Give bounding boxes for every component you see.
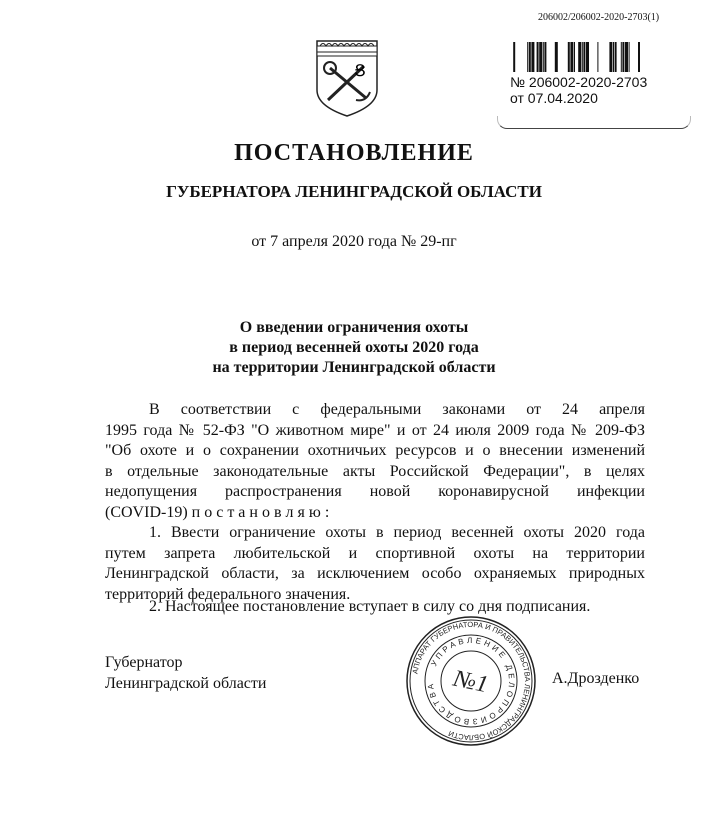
text-line: (COVID-19) п о с т а н о в л я ю : [105, 503, 330, 521]
preamble-paragraph [105, 400, 645, 523]
document-date: от 7 апреля 2020 года № 29-пг [251, 233, 457, 250]
heading-line: на территории Ленинградской области [212, 359, 496, 376]
signatory-position-line: Ленинградской области [105, 674, 267, 692]
text-line: "Об охоте и о сохранении охотничьих ресурсов и о внесении изменений [105, 442, 645, 459]
text-line: В соответствии с федеральными законами от 24 апреля [149, 401, 645, 418]
barcode-bar [513, 42, 515, 72]
svg-text:АППАРАТ ГУБЕРНАТОРА И ПРАВИТЕЛ: АППАРАТ ГУБЕРНАТОРА И ПРАВИТЕЛЬСТВА ЛЕНИНГРАДСКОЙ ОБЛАСТИ [410, 619, 533, 743]
registration-number: № 206002-2020-2703 [510, 74, 648, 90]
barcode-bar [613, 42, 614, 72]
barcode-bar [583, 42, 585, 72]
barcode-bar [544, 42, 546, 72]
barcode-bar [574, 42, 575, 72]
item-1-paragraph [105, 523, 645, 605]
text-line: путем запрета любительской и спортивной охоты на территории [105, 544, 645, 562]
barcode-bar [543, 42, 544, 72]
official-seal [405, 615, 537, 747]
svg-text:УПРАВЛЕНИЕ ДЕЛОПРОИЗВОДСТВА: УПРАВЛЕНИЕ ДЕЛОПРОИЗВОДСТВА [425, 635, 517, 727]
barcode-bar [615, 42, 617, 72]
sticker-edge [497, 116, 691, 129]
text-line: 2. Настоящее постановление вступает в силу со дня подписания. [149, 598, 591, 615]
registration-date: от 07.04.2020 [510, 90, 598, 106]
text-line: в отдельные законодательные акты Российской Федерации", в целях [105, 462, 645, 480]
barcode-bar [629, 42, 630, 72]
barcode-bar [586, 42, 589, 72]
document-title: ПОСТАНОВЛЕНИЕ [234, 140, 474, 166]
coat-of-arms-icon [314, 38, 380, 118]
barcode-bar [597, 42, 598, 72]
barcode-bar [609, 42, 612, 72]
barcode-bar [570, 42, 573, 72]
text-line: 1. Ввести ограничение охоты в период весенней охоты 2020 года [149, 524, 645, 541]
text-line: 1995 года № 52-ФЗ "О животном мире" и от 24 июля 2009 года № 209-ФЗ [105, 421, 645, 439]
registration-stamp [510, 74, 647, 106]
barcode [508, 42, 648, 72]
barcode-bar [625, 42, 628, 72]
barcode-bar [582, 42, 583, 72]
barcode-bar [638, 42, 640, 72]
barcode-bar [527, 42, 528, 72]
heading-line: в период весенней охоты 2020 года [229, 339, 479, 356]
svg-text:№1: №1 [451, 665, 491, 699]
barcode-bar [621, 42, 622, 72]
registration-reference: 206002/206002-2020-2703(1) [538, 12, 660, 23]
barcode-bar [539, 42, 542, 72]
text-line: территорий федерального значения. [105, 585, 351, 603]
barcode-bar [568, 42, 570, 72]
barcode-bar [529, 42, 531, 72]
barcode-bar [578, 42, 581, 72]
item-2-paragraph [105, 597, 645, 618]
barcode-bar [622, 42, 624, 72]
barcode-bar [537, 42, 539, 72]
heading-line: О введении ограничения охоты [239, 319, 469, 336]
signatory-position-line: Губернатор [105, 654, 183, 671]
signatory-name: А.Дрозденко [552, 670, 640, 687]
document-subtitle: ГУБЕРНАТОРА ЛЕНИНГРАДСКОЙ ОБЛАСТИ [166, 182, 542, 201]
document-heading [0, 318, 708, 378]
barcode-bar [555, 42, 558, 72]
text-line: недопущения распространения новой коронавирусной инфекции [105, 483, 645, 500]
barcode-bar [531, 42, 534, 72]
svg-text:Ց: Ց [354, 63, 366, 80]
text-line: Ленинградской области, за исключением особо охраняемых природных [105, 565, 645, 582]
signatory-position [105, 653, 266, 694]
